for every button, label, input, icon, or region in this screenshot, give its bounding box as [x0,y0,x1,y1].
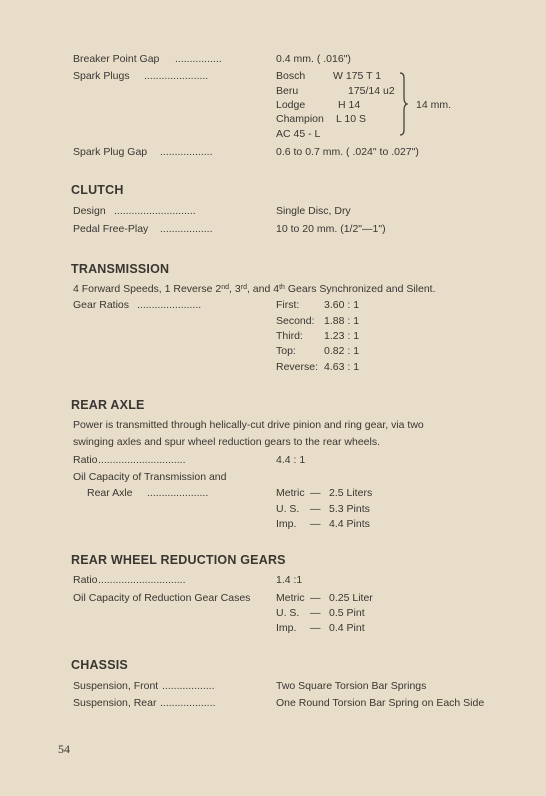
gear-ratio: 0.82 : 1 [324,345,360,357]
leader-dots: .............................. [98,574,186,586]
gear-name: Second: [276,315,315,327]
reduction-ratio-label: Ratio [73,574,98,586]
leader-dots: .................. [162,680,215,692]
page-number: 54 [58,742,70,756]
rear-axle-heading: REAR AXLE [71,398,145,412]
oil-dash: — [310,518,321,530]
oil-dash: — [310,487,321,499]
gear-ratio: 3.60 : 1 [324,299,360,311]
oil-capacity-label: Oil Capacity of Transmission and [73,471,227,483]
plug-gap-value: 0.6 to 0.7 mm. ( .024" to .027") [276,146,419,158]
plug-brand: Lodge [276,99,306,111]
leader-dots: .................. [160,223,213,235]
leader-dots: ...................... [137,299,202,311]
suspension-rear-value: One Round Torsion Bar Spring on Each Side [276,697,485,709]
oil-amount: 4.4 Pints [329,518,370,530]
reduction-ratio-value: 1.4 :1 [276,574,303,586]
oil-dash: — [310,622,321,634]
spark-plugs-label: Spark Plugs [73,70,130,82]
oil-amount: 0.25 Liter [329,592,373,604]
clutch-heading: CLUTCH [71,183,124,197]
oil-unit: U. S. [276,607,300,619]
plug-brand: Bosch [276,70,306,82]
oil-amount: 0.4 Pint [329,622,365,634]
reduction-gears-heading: REAR WHEEL REDUCTION GEARS [71,553,286,567]
oil-amount: 2.5 Liters [329,487,373,499]
oil-amount: 5.3 Pints [329,503,370,515]
rear-axle-description: swinging axles and spur wheel reduction gears to the rear wheels. [73,436,381,448]
pedal-freeplay-value: 10 to 20 mm. (1/2"—1") [276,223,386,235]
oil-dash: — [310,592,321,604]
rear-axle-ratio-label: Ratio [73,454,98,466]
plug-model: L 10 S [336,113,366,125]
breaker-label: Breaker Point Gap [73,53,160,65]
gear-name: Top: [276,345,296,357]
oil-dash: — [310,503,321,515]
gear-ratio: 1.88 : 1 [324,315,360,327]
leader-dots: ................... [160,697,216,709]
suspension-rear-label: Suspension, Rear [73,697,157,709]
gear-ratio: 4.63 : 1 [324,361,360,373]
leader-dots: ................ [175,53,222,65]
leader-dots: ..................... [147,487,209,499]
plug-thread-size: 14 mm. [416,99,452,111]
plug-model: 175/14 u2 [348,85,395,97]
rear-axle-ratio-value: 4.4 : 1 [276,454,306,466]
breaker-value: 0.4 mm. ( .016") [276,53,351,65]
curly-brace-icon [398,72,408,136]
plug-brand: AC 45 - L [276,128,321,140]
plug-model: W 175 T 1 [333,70,382,82]
gear-ratios-label: Gear Ratios [73,299,130,311]
oil-unit: Metric [276,487,305,499]
leader-dots: ............................ [114,205,196,217]
oil-amount: 0.5 Pint [329,607,365,619]
gear-ratio: 1.23 : 1 [324,330,360,342]
leader-dots: .................. [160,146,213,158]
clutch-design-label: Design [73,205,106,217]
chassis-heading: CHASSIS [71,658,128,672]
transmission-heading: TRANSMISSION [71,262,170,276]
plug-brand: Beru [276,85,299,97]
oil-dash: — [310,607,321,619]
suspension-front-value: Two Square Torsion Bar Springs [276,680,427,692]
oil-capacity-label: Rear Axle [87,487,133,499]
pedal-freeplay-label: Pedal Free-Play [73,223,149,235]
plug-brand: Champion [276,113,324,125]
plug-gap-label: Spark Plug Gap [73,146,148,158]
leader-dots: .............................. [98,454,186,466]
oil-unit: Metric [276,592,305,604]
oil-unit: Imp. [276,518,297,530]
oil-unit: Imp. [276,622,297,634]
plug-model: H 14 [338,99,361,111]
leader-dots: ...................... [144,70,209,82]
clutch-design-value: Single Disc, Dry [276,205,351,217]
gear-name: Third: [276,330,303,342]
suspension-front-label: Suspension, Front [73,680,159,692]
oil-unit: U. S. [276,503,300,515]
rear-axle-description: Power is transmitted through helically-cut drive pinion and ring gear, via two [73,419,424,431]
gear-name: First: [276,299,300,311]
reduction-oil-label: Oil Capacity of Reduction Gear Cases [73,592,251,604]
gear-name: Reverse: [276,361,319,373]
transmission-description: 4 Forward Speeds, 1 Reverse 2nd, 3rd, and 4th Gears Synchronized and Silent. [73,283,436,295]
